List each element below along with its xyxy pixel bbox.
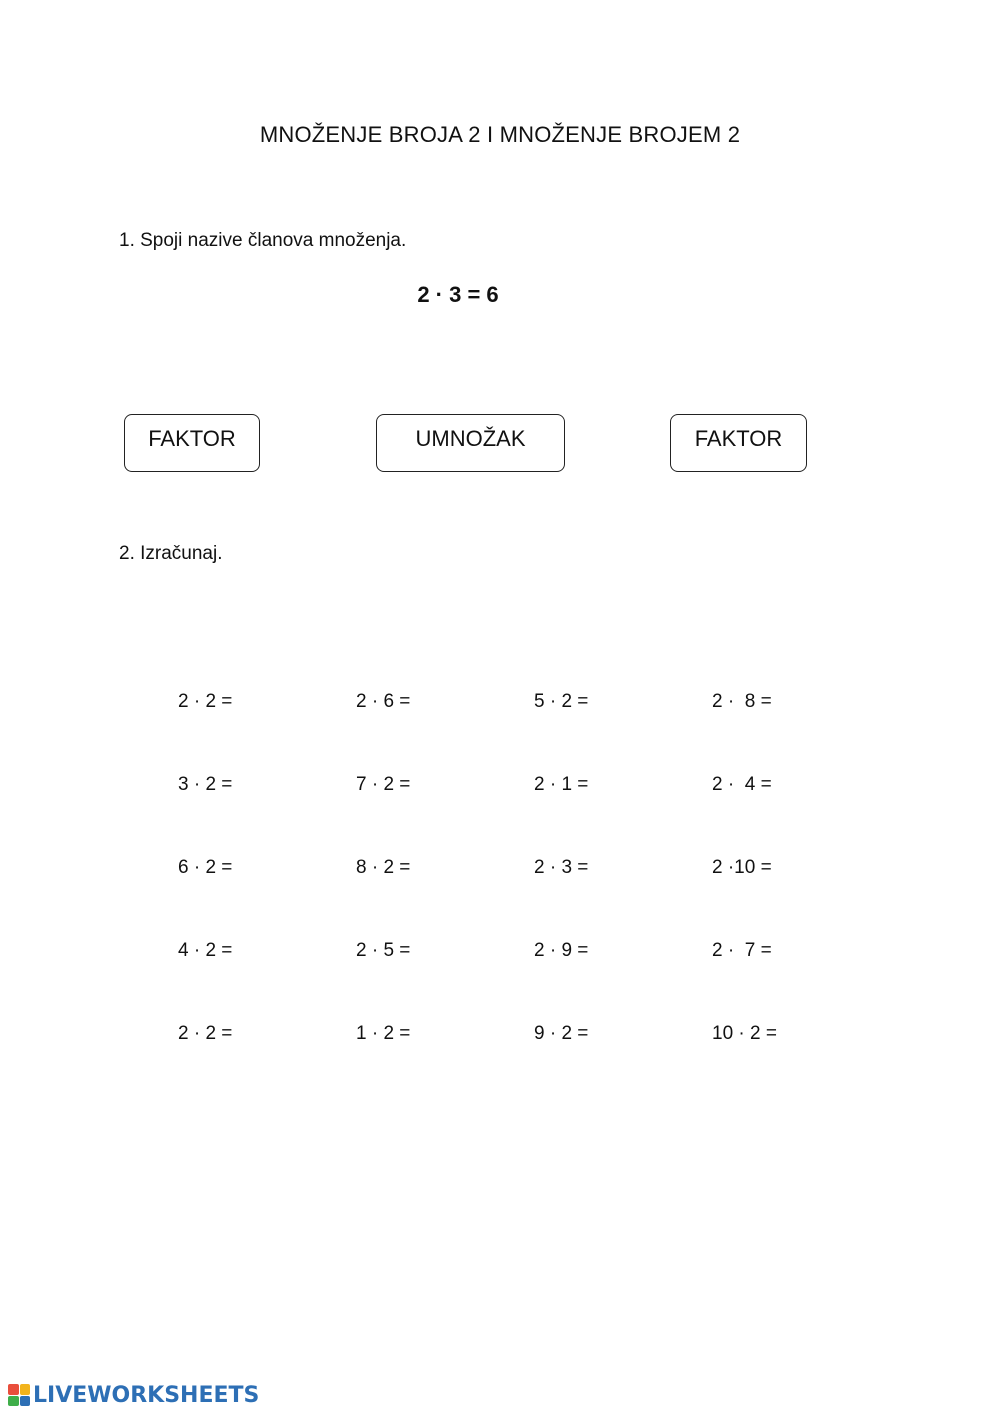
exercise-item[interactable]: 2 · 9 = — [534, 940, 589, 961]
exercise-item[interactable]: 9 · 2 = — [534, 1023, 589, 1044]
task2-instruction: 2. Izračunaj. — [119, 543, 223, 564]
exercise-item[interactable]: 8 · 2 = — [356, 857, 411, 878]
exercise-item[interactable]: 2 · 6 = — [356, 691, 411, 712]
page-title: MNOŽENJE BROJA 2 I MNOŽENJE BROJEM 2 — [259, 122, 741, 147]
exercise-item[interactable]: 5 · 2 = — [534, 691, 589, 712]
term-box-factor-1[interactable]: FAKTOR — [124, 414, 260, 472]
exercise-item[interactable]: 2 · 3 = — [534, 857, 589, 878]
exercise-item[interactable]: 2 · 2 = — [178, 691, 233, 712]
exercise-item[interactable]: 2 · 1 = — [534, 774, 589, 795]
exercise-item[interactable]: 7 · 2 = — [356, 774, 411, 795]
exercise-item[interactable]: 2 · 2 = — [178, 1023, 233, 1044]
exercise-item[interactable]: 4 · 2 = — [178, 940, 233, 961]
exercise-item[interactable]: 6 · 2 = — [178, 857, 233, 878]
exercise-item[interactable]: 1 · 2 = — [356, 1023, 411, 1044]
exercise-item[interactable]: 10 · 2 = — [712, 1023, 777, 1044]
term-box-product[interactable]: UMNOŽAK — [376, 414, 565, 472]
exercise-row — [178, 1023, 890, 1106]
task1-instruction: 1. Spoji nazive članova množenja. — [119, 230, 407, 251]
liveworksheets-logo — [8, 1380, 259, 1410]
logo-mark-square — [20, 1384, 31, 1395]
logo-mark-icon — [8, 1384, 30, 1406]
exercise-row — [178, 857, 890, 940]
logo-mark-square — [8, 1384, 19, 1395]
logo-text: LIVEWORKSHEETS — [33, 1382, 260, 1408]
exercise-grid — [178, 691, 890, 1106]
exercise-row — [178, 774, 890, 857]
example-equation: 2 · 3 = 6 — [417, 282, 499, 307]
term-box-factor-2[interactable]: FAKTOR — [670, 414, 807, 472]
logo-mark-square — [8, 1396, 19, 1407]
exercise-item[interactable]: 2 · 8 = — [712, 691, 772, 712]
exercise-item[interactable]: 2 ·10 = — [712, 857, 772, 878]
exercise-row — [178, 940, 890, 1023]
exercise-item[interactable]: 3 · 2 = — [178, 774, 233, 795]
exercise-row — [178, 691, 890, 774]
exercise-item[interactable]: 2 · 4 = — [712, 774, 772, 795]
exercise-item[interactable]: 2 · 5 = — [356, 940, 411, 961]
exercise-item[interactable]: 2 · 7 = — [712, 940, 772, 961]
logo-mark-square — [20, 1396, 31, 1407]
